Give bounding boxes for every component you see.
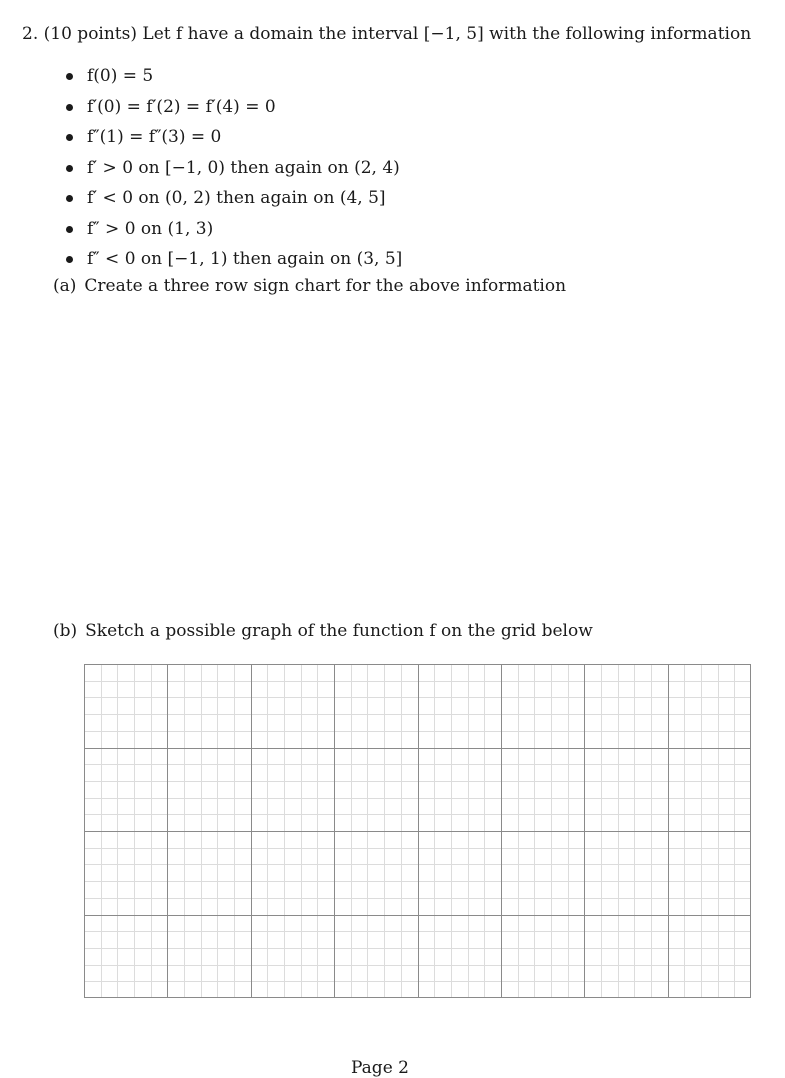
problem-header [22,24,751,44]
bullet-icon [66,104,73,111]
problem-points: (10 points) [43,24,137,44]
condition-item [66,153,402,184]
condition-item [66,183,402,214]
part-a-label: (a) [53,276,77,296]
problem-number: 2. [22,24,39,44]
bullet-icon [66,256,73,263]
part-a [53,276,566,296]
bullet-icon [66,226,73,233]
bullet-icon [66,73,73,80]
condition-item [66,122,402,153]
condition-text: f′(0) = f′(2) = f′(4) = 0 [87,96,276,117]
grid-canvas[interactable] [84,664,751,998]
condition-text: f″(1) = f″(3) = 0 [87,127,222,147]
condition-item [66,92,402,123]
condition-text: f″ < 0 on [−1, 1) then again on (3, 5] [87,249,403,269]
part-b-text: Sketch a possible graph of the function f on the grid below [85,621,593,641]
bullet-icon [66,195,73,202]
part-b-label: (b) [53,621,78,641]
page-number: Page 2 [351,1058,409,1078]
condition-item [66,244,402,275]
condition-text: f″ > 0 on (1, 3) [87,218,214,239]
condition-item [66,214,402,245]
condition-item [66,61,402,92]
problem-statement: Let f have a domain the interval [−1, 5] with the following information [142,24,752,44]
part-a-text: Create a three row sign chart for the above information [84,276,567,296]
sketch-grid[interactable] [84,664,751,998]
condition-text: f′ > 0 on [−1, 0) then again on (2, 4) [87,157,400,178]
condition-text: f′ < 0 on (0, 2) then again on (4, 5] [87,188,386,208]
bullet-icon [66,165,73,172]
condition-text: f(0) = 5 [87,66,154,86]
part-b [53,621,593,641]
conditions-list [66,61,402,275]
bullet-icon [66,134,73,141]
